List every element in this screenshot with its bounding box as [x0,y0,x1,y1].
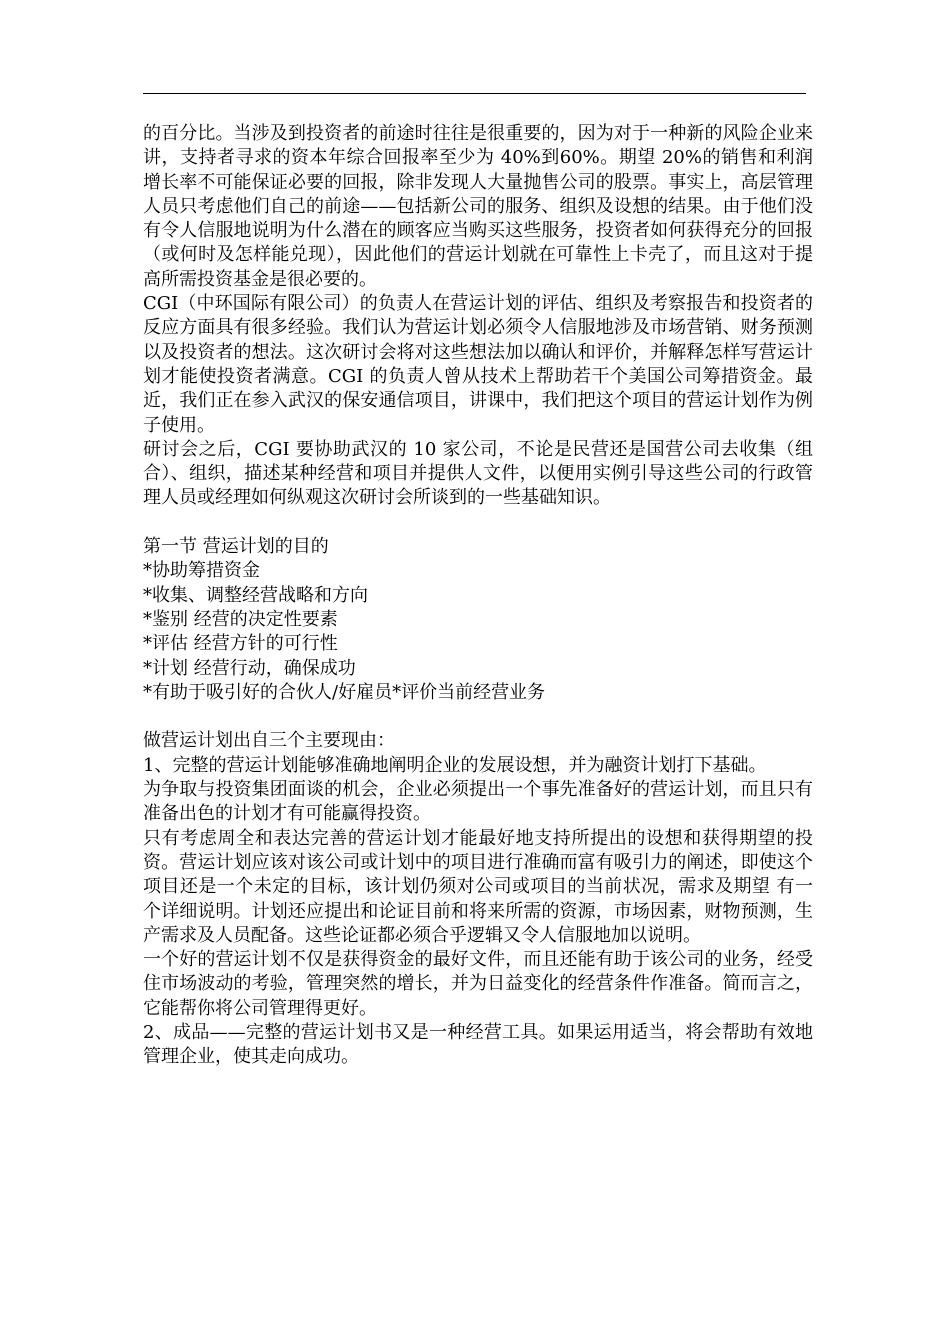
reason-2: 2、成品——完整的营运计划书又是一种经营工具。如果运用适当，将会帮助有效地管理企业，使其走向成功。 [143,1021,813,1068]
reason-1: 1、完整的营运计划能够准确地阐明企业的发展设想，并为融资计划打下基础。 [143,754,767,776]
blank-line [143,705,813,729]
purpose-item: *协助筹措资金 [143,560,260,582]
purpose-item: *有助于吸引好的合伙人/好雇员*评价当前经营业务 [143,681,546,703]
paragraph-seminar: 研讨会之后，CGI 要协助武汉的 10 家公司，不论是民营还是国营公司去收集（组合）、组织，描述某种经营和项目并提供人文件，以便用实例引导这些公司的行政管理人员或经理如何纵观这次研讨会所谈到的一些基础知识。 [143,438,813,509]
blank-line [143,511,813,535]
purpose-item: *评估 经营方针的可行性 [143,633,338,655]
paragraph-investment: 为争取与投资集团面谈的机会，企业必须提出一个事先准备好的营运计划，而且只有准备出色的计划才有可能赢得投资。 [143,779,813,825]
paragraph-cgi: CGI（中环国际有限公司）的负责人在营运计划的评估、组织及考察报告和投资者的反应方面具有很多经验。我们认为营运计划必须令人信服地涉及市场营销、财务预测以及投资者的想法。这次研讨会将对这些想法加以确认和评价，并解释怎样写营运计划才能使投资者满意。CGI 的负责人曾从技术上帮助若干个美国公司筹措资金。最近，我们正在参入武汉的保安通信项目，讲课中，我们把这个项目的营运计划作为例子使用。 [143,293,813,436]
document-body [143,122,813,1070]
paragraph-plan-detail: 只有考虑周全和表达完善的营运计划才能最好地支持所提出的设想和获得期望的投资。营运计划应该对该公司或计划中的项目进行准确而富有吸引力的阐述，即使这个项目还是一个未定的目标，该计划仍须对公司或项目的当前状况，需求及期望 有一个详细说明。计划还应提出和论证目前和将来所需的资源，市场因素，财物预测，生产需求及人员配备。这些论证都必须合乎逻辑又令人信服地加以说明。 [143,827,813,946]
section-title: 第一节 营运计划的目的 [143,536,329,558]
purpose-item: *收集、调整经营战略和方向 [143,584,368,606]
paragraph-intro: 的百分比。当涉及到投资者的前途时往往是很重要的，因为对于一种新的风险企业来讲，支持者寻求的资本年综合回报率至少为 40%到60%。期望 20%的销售和利润增长率不可能保证必要的回报，除非发现人大量抛售公司的股票。事实上，高层管理人员只考虑他们自己的前途——包括新公司的服务、组织及设想的结果。由于他们没有令人信服地说明为什么潜在的顾客应当购买这些服务，投资者如何获得充分的回报（或何时及怎样能兑现），因此他们的营运计划就在可靠性上卡壳了，而且这对于提高所需投资基金是很必要的。 [143,123,813,290]
purpose-item: *鉴别 经营的决定性要素 [143,608,338,630]
paragraph-good-plan: 一个好的营运计划不仅是获得资金的最好文件，而且还能有助于该公司的业务，经受住市场波动的考验，管理突然的增长，并为日益变化的经营条件作准备。简而言之，它能帮你将公司管理得更好。 [143,949,813,1019]
purpose-item: *计划 经营行动，确保成功 [143,657,356,679]
header-rule [143,93,806,94]
reasons-intro: 做营运计划出自三个主要现由： [143,730,395,752]
